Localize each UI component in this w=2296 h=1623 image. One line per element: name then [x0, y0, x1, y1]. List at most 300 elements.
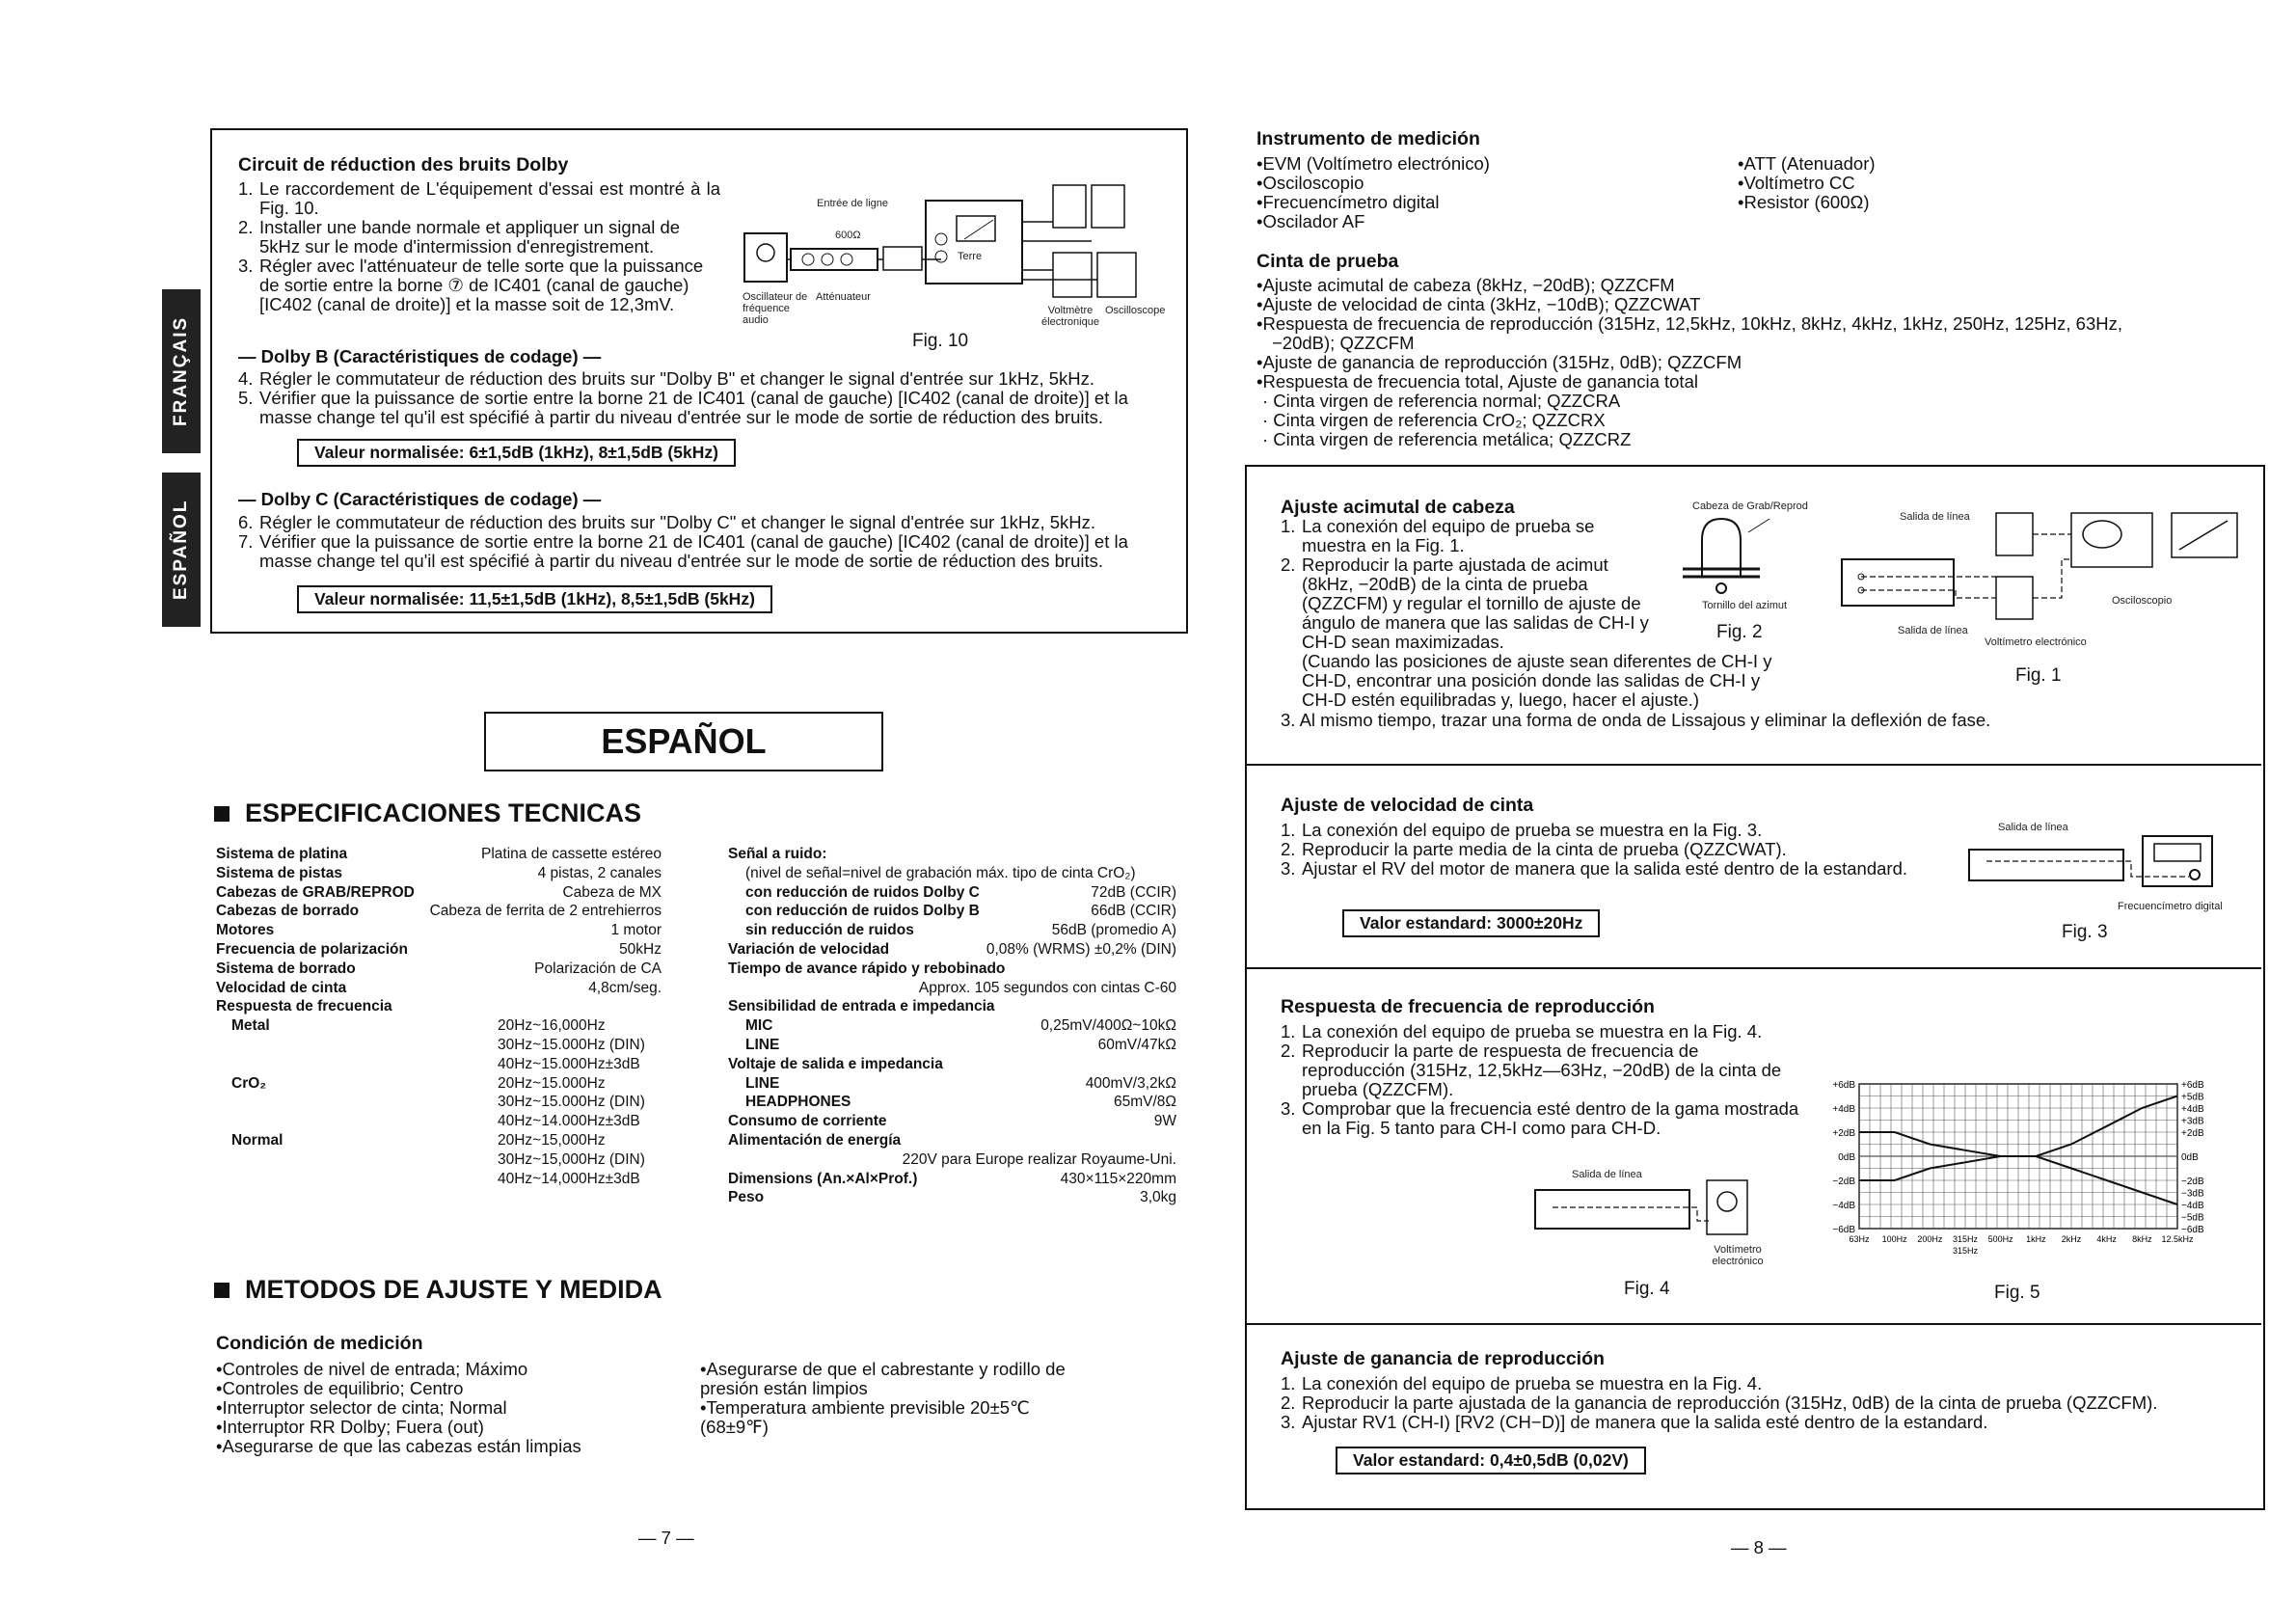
fig5-chart	[1813, 1067, 2237, 1269]
instrumento-item: •Voltímetro CC	[1738, 173, 1855, 193]
acimutal-steps	[1281, 517, 1657, 652]
lissajous	[2083, 521, 2121, 548]
spec-key: Motores	[216, 922, 275, 939]
freq-value: 20Hz~16,000Hz	[498, 1017, 606, 1035]
spec-key: Voltaje de salida e impedancia	[728, 1055, 943, 1072]
tab-espanol-label: ESPAÑOL	[171, 499, 191, 601]
x-tick-label: 315Hz	[1952, 1234, 1979, 1244]
fig2-caption: Fig. 2	[1716, 622, 1763, 642]
instrumento-item: •Resistor (600Ω)	[1738, 192, 1870, 212]
freq-row	[216, 1016, 662, 1036]
step-number: 1.	[1281, 516, 1296, 536]
spec-value: 1 motor	[610, 922, 662, 939]
french-steps-a	[238, 179, 720, 314]
snr-note: (nivel de señal=nivel de grabación máx. tipo de cinta CrO₂)	[745, 864, 1136, 881]
acimutal-note: (Cuando las posiciones de ajuste sean diferentes de CH-I y CH-D, encontrar una posición donde las salidas de CH-I y CH-D estén equilibradas y, luego, hacer el ajuste.)	[1302, 651, 1772, 710]
fig10-label-terre: Terre	[958, 251, 983, 262]
french-step-3	[238, 257, 720, 314]
x-tick-label: 63Hz	[1849, 1234, 1870, 1244]
step-text: Ajustar RV1 (CH-I) [RV2 (CH−D)] de manera que la salida esté dentro de la estandard.	[1302, 1412, 1988, 1432]
spec-value: 65mV/8Ω	[1113, 1094, 1176, 1111]
spec-key: Variación de velocidad	[728, 940, 890, 958]
freq-value: 30Hz~15.000Hz (DIN)	[498, 1094, 645, 1111]
fig3-label-frecuencimetro: Frecuencímetro digital	[2118, 901, 2223, 912]
respuesta-step-1	[1281, 1022, 1799, 1041]
deck-box	[1842, 559, 1954, 606]
divider	[1247, 764, 2261, 766]
input-jack	[2190, 870, 2200, 879]
metodos-heading	[214, 1275, 662, 1305]
condicion-item: •Interruptor selector de cinta; Normal	[216, 1397, 507, 1418]
instrumento-left-list	[1256, 154, 1690, 231]
spec-value: 0,25mV/400Ω~10kΩ	[1040, 1017, 1176, 1035]
freq-value: 30Hz~15.000Hz (DIN)	[498, 1036, 645, 1053]
french-steps-b	[238, 369, 1159, 427]
fig10-label-att: Atténuateur	[816, 291, 871, 303]
spec-key: con reducción de ruidos Dolby B	[745, 903, 980, 920]
y-tick-right: +5dB	[2181, 1092, 2204, 1103]
oscillator-box	[744, 233, 787, 282]
step-text: Régler le commutateur de réduction des bruits sur "Dolby C" et changer le signal d'entrée sur 1kHz, 5kHz.	[259, 512, 1096, 532]
spec-row	[216, 902, 662, 921]
step-text: Comprobar que la frecuencia esté dentro de la gama mostrada en la Fig. 5 tanto para CH-I como para CH-D.	[1302, 1098, 1799, 1138]
french-step-4	[238, 369, 1159, 389]
spec-value: 0,08% (WRMS) ±0,2% (DIN)	[986, 940, 1176, 958]
spec-value: 4,8cm/seg.	[588, 979, 662, 996]
step-text: Reproducir la parte ajustada de la ganancia de reproducción (315Hz, 0dB) de la cinta de prueba (QZZCFM).	[1302, 1393, 2158, 1413]
meter-top-2	[1092, 185, 1124, 228]
x-tick-label: 4kHz	[2096, 1234, 2117, 1244]
oscillator-dial	[757, 244, 774, 261]
oscilloscope-box	[2071, 513, 2152, 567]
spec-key: Sistema de borrado	[216, 960, 356, 977]
acimutal-step-2	[1281, 555, 1657, 652]
step-number: 4.	[238, 368, 254, 389]
spec-key: MIC	[745, 1017, 773, 1035]
value-normalisee-b: Valeur normalisée: 6±1,5dB (1kHz), 8±1,5dB (5kHz)	[297, 439, 736, 467]
spec-value: 60mV/47kΩ	[1097, 1036, 1176, 1053]
spec-key: HEADPHONES	[745, 1094, 851, 1111]
divider	[1247, 1323, 2261, 1325]
spec-key: Peso	[728, 1189, 765, 1206]
spec-key: Cabezas de borrado	[216, 903, 360, 920]
freq-group-metal	[216, 1016, 662, 1073]
spec-row	[728, 1074, 1176, 1094]
spec-value: 400mV/3,2kΩ	[1085, 1074, 1176, 1092]
step-text: La conexión del equipo de prueba se muestra en la Fig. 4.	[1302, 1373, 1763, 1393]
x-tick-315: 315Hz	[1952, 1246, 1979, 1256]
wire	[1986, 861, 2189, 877]
freq-value: 40Hz~14,000Hz±3dB	[498, 1170, 640, 1187]
page-number-right: — 8 —	[1731, 1537, 1787, 1557]
freq-value: 20Hz~15.000Hz	[498, 1074, 606, 1092]
x-tick-label: 200Hz	[1917, 1234, 1943, 1244]
fig2-diagram	[1673, 511, 1779, 598]
step-text: Régler avec l'atténuateur de telle sorte que la puissance de sortie entre la borne ⑦ de IC401 (canal de gauche) [IC402 (canal de droite)] et la masse soit de 12,3mV.	[259, 256, 704, 314]
x-tick-label: 100Hz	[1881, 1234, 1907, 1244]
y-tick-left: 0dB	[1838, 1152, 1855, 1163]
page-number-left: — 7 —	[638, 1528, 694, 1548]
fig1-label-salida-top: Salida de línea	[1900, 511, 1970, 523]
step-number: 3.	[1281, 858, 1296, 879]
fig2-label-tornillo: Tornillo del azimut	[1702, 600, 1788, 611]
condicion-item: •Asegurarse de que las cabezas están limpias	[216, 1436, 581, 1456]
step-text: Vérifier que la puissance de sortie entre la borne 21 de IC401 (canal de gauche) [IC402 (canal de droite)] et la masse change tel qu'il est spécifié à partir du niveau d'entrée sur le mode de sortie de réduction des bruits.	[259, 388, 1128, 427]
fig10-label-ohm: 600Ω	[835, 230, 861, 241]
acimutal-step-1	[1281, 517, 1657, 555]
spec-key: Sistema de platina	[216, 846, 348, 862]
spec-key: con reducción de ruidos Dolby C	[745, 883, 980, 901]
specs-heading-text: ESPECIFICACIONES TECNICAS	[245, 798, 642, 827]
spec-row	[728, 1036, 1176, 1055]
attenuator-box	[791, 249, 878, 270]
spec-value: Platina de cassette estéreo	[481, 846, 662, 862]
step-number: 2.	[1281, 839, 1296, 859]
spec-key: Alimentación de energía	[728, 1131, 902, 1149]
cinta-item: −20dB); QZZCFM	[1272, 333, 1415, 353]
snr-title: Señal a ruido:	[728, 846, 827, 862]
step-number: 1.	[1281, 1021, 1296, 1041]
y-tick-left: −2dB	[1832, 1177, 1855, 1187]
pointer	[1748, 519, 1769, 532]
step-text: La conexión del equipo de prueba se muestra en la Fig. 1.	[1302, 516, 1595, 555]
condicion-item: •Interruptor RR Dolby; Fuera (out)	[216, 1417, 484, 1437]
cinta-item: •Respuesta de frecuencia total, Ajuste de ganancia total	[1256, 371, 1698, 392]
velocidad-title: Ajuste de velocidad de cinta	[1281, 795, 1534, 816]
cinta-item: •Ajuste de ganancia de reproducción (315Hz, 0dB); QZZCFM	[1256, 352, 1742, 372]
y-tick-right: −2dB	[2181, 1177, 2204, 1187]
step-number: 2.	[238, 217, 254, 237]
spec-key: LINE	[745, 1074, 780, 1092]
resistor	[883, 247, 922, 270]
condicion-item: •Asegurarse de que el cabrestante y rodillo de presión están limpios	[700, 1359, 1066, 1398]
step-number: 3.	[1281, 1098, 1296, 1119]
fig3-label-salida: Salida de línea	[1998, 822, 2068, 833]
snr-row	[728, 883, 1176, 903]
acimutal-step-3	[1281, 711, 1990, 730]
azimuth-screw	[1716, 583, 1726, 593]
x-tick-label: 12.5kHz	[2161, 1234, 2194, 1244]
step-text: Reproducir la parte de respuesta de frecuencia de reproducción (315Hz, 12,5kHz—63Hz, −20dB) de la cinta de prueba (QZZCFM).	[1302, 1041, 1782, 1099]
att-knob	[802, 254, 814, 265]
bullet-square	[214, 1283, 230, 1298]
x-tick-label: 8kHz	[2132, 1234, 2152, 1244]
freq-key: CrO₂	[231, 1074, 267, 1092]
espanol-title: ESPAÑOL	[601, 721, 767, 761]
wire	[1553, 1207, 1709, 1221]
spec-value: 56dB (promedio A)	[1051, 922, 1176, 939]
spec-value: Approx. 105 segundos con cintas C-60	[918, 979, 1176, 996]
freq-group-normal	[216, 1131, 662, 1188]
cinta-title: Cinta de prueba	[1256, 251, 1399, 272]
velocidad-steps	[1281, 821, 1907, 879]
step-number: 6.	[238, 512, 254, 532]
respuesta-steps	[1281, 1022, 1799, 1138]
deck-panel	[957, 216, 995, 241]
x-tick-label: 500Hz	[1987, 1234, 2013, 1244]
step-number: 1.	[1281, 1373, 1296, 1393]
fig10-label-entree: Entrée de ligne	[817, 198, 888, 209]
meter-top-1	[1053, 185, 1086, 228]
ganancia-value: Valor estandard: 0,4±0,5dB (0,02V)	[1336, 1447, 1646, 1474]
tab-francais-label: FRANÇAIS	[171, 315, 191, 427]
freq-value: 40Hz~15.000Hz±3dB	[498, 1055, 640, 1072]
fig10-caption: Fig. 10	[912, 331, 969, 351]
ganancia-steps	[1281, 1374, 2206, 1432]
spec-row	[216, 979, 662, 998]
freq-row	[216, 1055, 662, 1074]
y-tick-right: +2dB	[2181, 1128, 2204, 1139]
freq-row	[216, 1170, 662, 1189]
step-number: 3.	[1281, 1412, 1296, 1432]
condicion-item: •Controles de nivel de entrada; Máximo	[216, 1359, 528, 1379]
spec-row	[728, 1093, 1176, 1112]
spec-row	[728, 1170, 1176, 1189]
dolby-c-heading: — Dolby C (Caractéristiques de codage) —	[238, 489, 602, 509]
spec-value: 4 pistas, 2 canales	[537, 864, 662, 881]
fig3-caption: Fig. 3	[2062, 922, 2108, 942]
terminal-7	[935, 233, 947, 245]
fig4-caption: Fig. 4	[1624, 1279, 1670, 1299]
pointer	[964, 220, 993, 239]
voltmeter	[1053, 253, 1092, 297]
french-steps-c	[238, 513, 1159, 571]
spec-row	[216, 997, 662, 1016]
freq-key: Normal	[231, 1131, 284, 1149]
step-number: 2.	[1281, 555, 1296, 575]
ganancia-title: Ajuste de ganancia de reproducción	[1281, 1348, 1605, 1369]
spec-row	[728, 1112, 1176, 1131]
freq-row	[216, 1036, 662, 1055]
instrumento-right-list	[1738, 154, 2027, 212]
spec-key: Velocidad de cinta	[216, 979, 347, 996]
spec-key: Tiempo de avance rápido y rebobinado	[728, 960, 1006, 977]
spec-value: 430×115×220mm	[1060, 1170, 1176, 1187]
trace	[2179, 521, 2228, 550]
ganancia-step-2	[1281, 1393, 2206, 1413]
spec-key: Sensibilidad de entrada e impedancia	[728, 998, 995, 1015]
spec-key: Sistema de pistas	[216, 864, 342, 881]
respuesta-title: Respuesta de frecuencia de reproducción	[1281, 996, 1655, 1017]
spec-value: Cabeza de ferrita de 2 entrehierros	[429, 903, 662, 920]
condicion-item: •Controles de equilibrio; Centro	[216, 1378, 464, 1398]
spec-value: 3,0kg	[1140, 1189, 1176, 1206]
spec-key: Respuesta de frecuencia	[216, 998, 392, 1015]
cinta-item: · Cinta virgen de referencia metálica; QZZCRZ	[1262, 429, 1632, 449]
x-tick-label: 1kHz	[2026, 1234, 2046, 1244]
instrumento-item: •Oscilador AF	[1256, 211, 1365, 231]
freq-group-cro2	[216, 1074, 662, 1131]
step-text: Al mismo tiempo, trazar una forma de onda de Lissajous y eliminar la deflexión de fase.	[1299, 710, 1991, 730]
spec-row	[216, 883, 662, 903]
step-number: 3.	[1281, 710, 1296, 730]
specs-right-list	[728, 845, 1176, 1207]
spec-value: Cabeza de MX	[562, 883, 662, 901]
y-tick-left: +4dB	[1832, 1104, 1855, 1115]
tab-francais	[162, 289, 201, 453]
step-text: Reproducir la parte media de la cinta de prueba (QZZCWAT).	[1302, 839, 1787, 859]
condicion-item: •Temperatura ambiente previsible 20±5℃ (68±9℉)	[700, 1397, 1030, 1437]
cinta-item: •Respuesta de frecuencia de reproducción (315Hz, 12,5kHz, 10kHz, 8kHz, 4kHz, 1kHz, 250Hz, 125Hz, 63Hz,	[1256, 313, 2122, 334]
cinta-item: · Cinta virgen de referencia normal; QZZCRA	[1262, 391, 1621, 411]
spec-row	[216, 864, 662, 883]
counter-display	[2154, 844, 2201, 861]
step-text: La conexión del equipo de prueba se muestra en la Fig. 3.	[1302, 820, 1763, 840]
fig1-caption: Fig. 1	[2015, 665, 2062, 686]
instrumento-item: •ATT (Atenuador)	[1738, 153, 1876, 174]
spec-row	[728, 1188, 1176, 1207]
meter-dial	[1717, 1192, 1737, 1211]
spec-value: Polarización de CA	[534, 960, 662, 977]
tape-guides	[1683, 569, 1760, 577]
fig3-diagram	[1967, 834, 2218, 898]
fig1-label-voltmeter: Voltímetro electrónico	[1985, 636, 2087, 648]
ganancia-step-3	[1281, 1413, 2206, 1432]
dolby-b-heading: — Dolby B (Caractéristiques de codage) —	[238, 346, 602, 366]
freq-row	[216, 1074, 662, 1094]
respuesta-step-2	[1281, 1041, 1799, 1099]
value-normalisee-c: Valeur normalisée: 11,5±1,5dB (1kHz), 8,5±1,5dB (5kHz)	[297, 585, 772, 613]
spec-row	[728, 1016, 1176, 1036]
voltmeter-1	[1996, 513, 2033, 555]
att-knob	[841, 254, 852, 265]
spec-key: sin reducción de ruidos	[745, 922, 914, 939]
cinta-list	[1256, 276, 2158, 449]
spec-value: 66dB (CCIR)	[1091, 903, 1176, 920]
cinta-item: •Ajuste de velocidad de cinta (3kHz, −10dB); QZZCWAT	[1256, 294, 1701, 314]
y-tick-left: +2dB	[1832, 1128, 1855, 1139]
fig4-label-salida: Salida de línea	[1572, 1169, 1642, 1180]
terminal-21	[935, 251, 947, 262]
spec-key: LINE	[745, 1036, 780, 1053]
bullet-square	[214, 806, 230, 822]
fig4-diagram	[1533, 1178, 1765, 1244]
fig5-caption: Fig. 5	[1994, 1283, 2040, 1303]
wires	[1861, 534, 2071, 598]
y-tick-right: +4dB	[2181, 1104, 2204, 1115]
french-step-2	[238, 218, 720, 257]
step-number: 5.	[238, 388, 254, 408]
velocidad-step-1	[1281, 821, 1907, 840]
step-text: Régler le commutateur de réduction des bruits sur "Dolby B" et changer le signal d'entrée sur 1kHz, 5kHz.	[259, 368, 1095, 389]
freq-row	[216, 1131, 662, 1150]
metodos-heading-text: METODOS DE AJUSTE Y MEDIDA	[245, 1275, 662, 1304]
step-text: Reproducir la parte ajustada de acimut (8kHz, −20dB) de la cinta de prueba (QZZCFM) y regular el tornillo de ajuste de ángulo de manera que las salidas de CH-I y CH-D sean maximizadas.	[1302, 555, 1649, 652]
y-tick-left: +6dB	[1832, 1080, 1855, 1091]
deck-box	[926, 201, 1022, 284]
ganancia-step-1	[1281, 1374, 2206, 1393]
instrumento-title: Instrumento de medición	[1256, 128, 1480, 149]
instrumento-item: •EVM (Voltímetro electrónico)	[1256, 153, 1490, 174]
freq-row	[216, 1112, 662, 1131]
spec-key: Cabezas de GRAB/REPROD	[216, 883, 415, 901]
cinta-item: •Ajuste acimutal de cabeza (8kHz, −20dB); QZZCFM	[1256, 275, 1675, 295]
step-text: La conexión del equipo de prueba se muestra en la Fig. 4.	[1302, 1021, 1763, 1041]
french-step-1	[238, 179, 720, 218]
spec-row	[216, 940, 662, 960]
french-step-6	[238, 513, 1159, 532]
spec-value: 72dB (CCIR)	[1091, 883, 1176, 901]
fig10-label-volt: Voltmètre électronique	[1041, 305, 1099, 328]
tab-espanol	[162, 473, 201, 627]
spec-key: Frecuencia de polarización	[216, 940, 408, 958]
instrumento-item: •Frecuencímetro digital	[1256, 192, 1440, 212]
spec-row	[216, 960, 662, 979]
spec-value: 50kHz	[619, 940, 662, 958]
spec-row	[216, 845, 662, 864]
freq-key: Metal	[231, 1017, 270, 1035]
y-tick-left: −6dB	[1832, 1225, 1855, 1235]
espanol-title-box	[484, 712, 883, 771]
instrumento-item: •Osciloscopio	[1256, 173, 1364, 193]
fig1-label-oscilloscope: Osciloscopio	[2112, 595, 2173, 607]
step-text: Vérifier que la puissance de sortie entre la borne 21 de IC401 (canal de gauche) [IC402 (canal de droite)] et la masse change tel qu'il est spécifié à partir du niveau d'entrée sur le mode de sortie de réduction des bruits.	[259, 531, 1128, 571]
step-number: 3.	[238, 256, 254, 276]
y-tick-right: −5dB	[2181, 1212, 2204, 1224]
oscilloscope	[1097, 253, 1136, 297]
spec-row	[728, 940, 1176, 960]
french-step-5	[238, 389, 1159, 427]
y-tick-right: 0dB	[2181, 1152, 2199, 1163]
spec-value: 9W	[1153, 1113, 1176, 1130]
freq-value: 30Hz~15,000Hz (DIN)	[498, 1150, 645, 1168]
freq-row	[216, 1150, 662, 1170]
french-title: Circuit de réduction des bruits Dolby	[238, 154, 569, 176]
condicion-left-list	[216, 1360, 669, 1456]
divider	[1247, 967, 2261, 969]
fig4-label-voltmeter: Voltímetro electrónico	[1712, 1244, 1764, 1267]
specs-left-list	[216, 845, 662, 1188]
spec-key: Consumo de corriente	[728, 1113, 887, 1130]
freq-value: 40Hz~14.000Hz±3dB	[498, 1113, 640, 1130]
voltmeter-box	[1707, 1180, 1747, 1234]
velocidad-step-3	[1281, 859, 1907, 879]
deck-box	[1535, 1190, 1689, 1229]
fig10-label-oscilloscope: Oscilloscope	[1105, 305, 1166, 316]
condicion-right-list	[700, 1360, 1095, 1437]
freq-value: 20Hz~15,000Hz	[498, 1131, 606, 1149]
fig10-label-oscillator: Oscillateur de fréquence audio	[743, 291, 808, 326]
fig2-label-cabeza: Cabeza de Grab/Reprod	[1692, 500, 1808, 512]
snr-row	[728, 902, 1176, 921]
respuesta-step-3	[1281, 1099, 1799, 1138]
cinta-item: · Cinta virgen de referencia CrO₂; QZZCRX	[1262, 410, 1606, 430]
y-tick-right: −6dB	[2181, 1225, 2204, 1235]
velocidad-step-2	[1281, 840, 1907, 859]
deck-box	[1969, 850, 2123, 880]
spec-value: 220V para Europe realizar Royaume-Uni.	[902, 1150, 1176, 1168]
y-tick-right: +6dB	[2181, 1080, 2204, 1091]
y-tick-right: +3dB	[2181, 1116, 2204, 1127]
step-text: Ajustar el RV del motor de manera que la salida esté dentro de la estandard.	[1302, 858, 1908, 879]
y-tick-right: −3dB	[2181, 1188, 2204, 1200]
fig1-label-salida-bottom: Salida de línea	[1898, 625, 1968, 636]
freq-row	[216, 1093, 662, 1112]
velocidad-value: Valor estandard: 3000±20Hz	[1342, 909, 1600, 937]
step-number: 2.	[1281, 1041, 1296, 1061]
spec-key: Dimensions (An.×Al×Prof.)	[728, 1170, 918, 1187]
att-knob	[822, 254, 833, 265]
step-number: 7.	[238, 531, 254, 552]
step-number: 2.	[1281, 1393, 1296, 1413]
snr-row	[728, 921, 1176, 940]
voltmeter-2	[1996, 577, 2033, 619]
condicion-title: Condición de medición	[216, 1333, 423, 1354]
y-tick-right: −4dB	[2181, 1201, 2204, 1211]
step-text: Le raccordement de L'équipement d'essai est montré à la Fig. 10.	[259, 178, 720, 218]
specs-heading	[214, 798, 641, 828]
acimutal-title: Ajuste acimutal de cabeza	[1281, 497, 1515, 518]
